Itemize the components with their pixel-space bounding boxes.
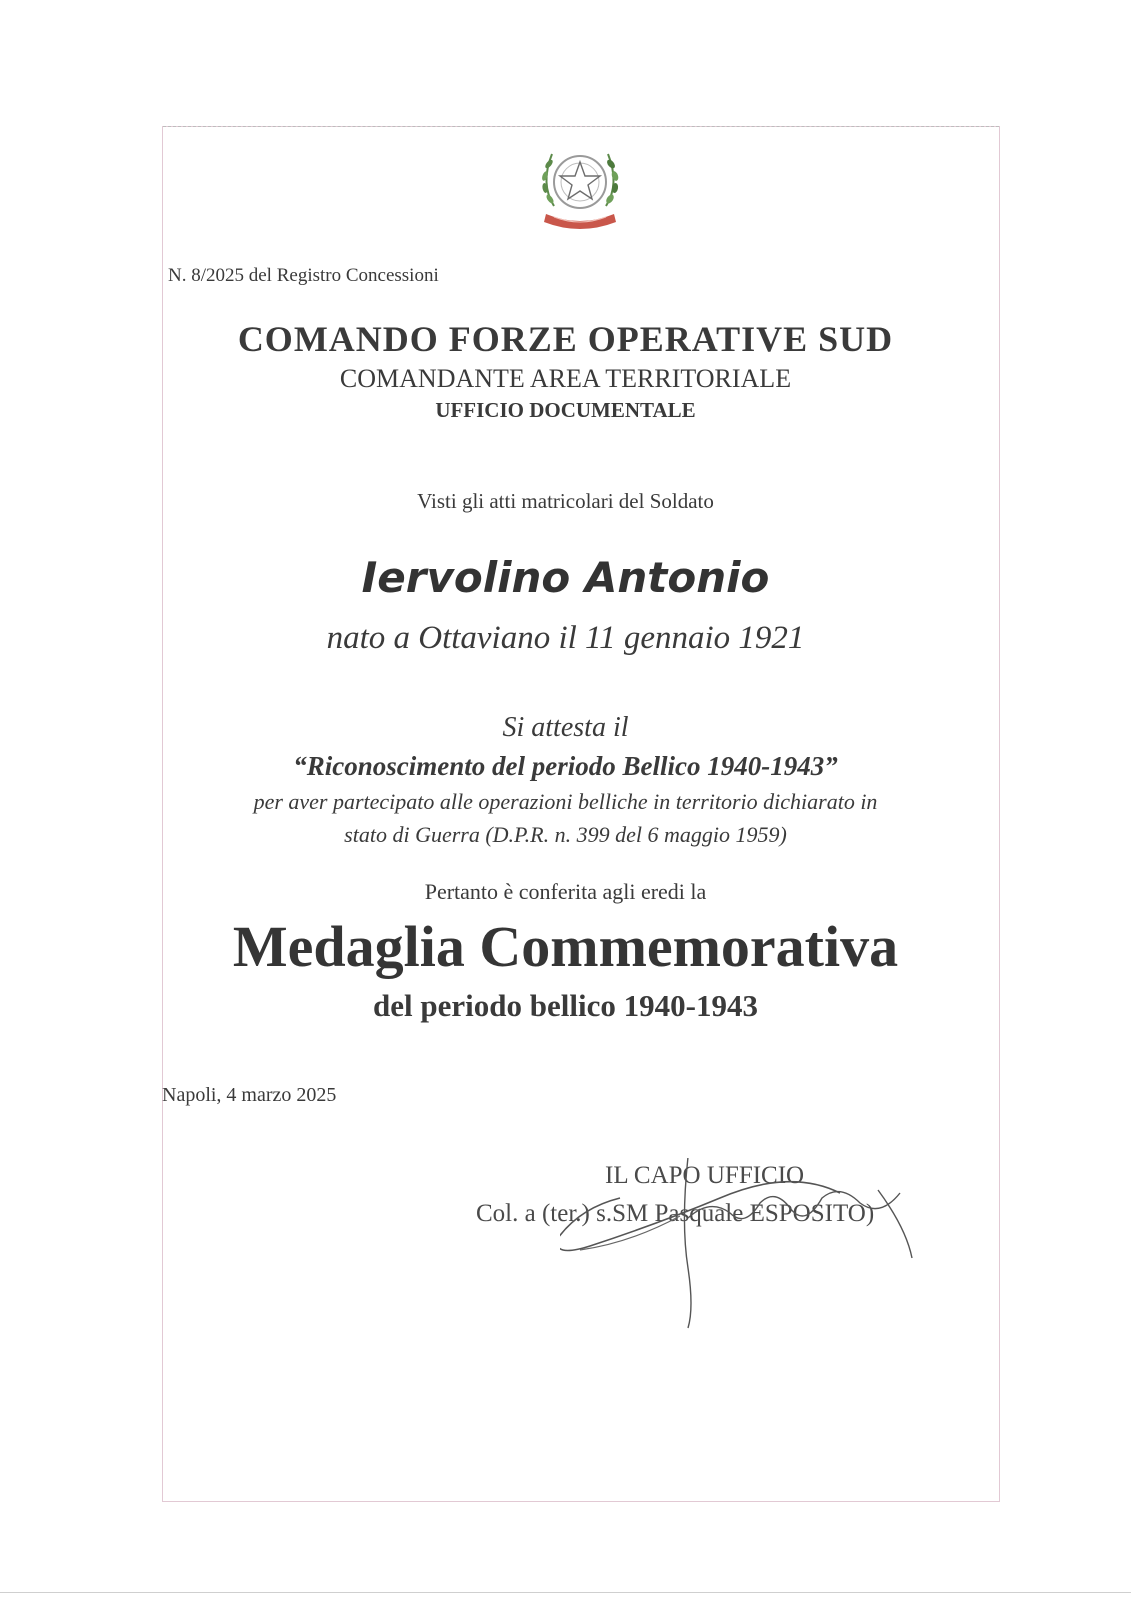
- award-title: Medaglia Commemorativa: [232, 914, 899, 979]
- command-title: COMANDO FORZE OPERATIVE SUD: [237, 319, 894, 359]
- italian-republic-emblem-icon: [532, 136, 628, 236]
- conferral-text: Pertanto è conferita agli eredi la: [424, 879, 707, 904]
- handwritten-signature-icon: [560, 1158, 960, 1348]
- registry-number: N. 8/2025 del Registro Concessioni: [168, 265, 439, 286]
- signatory-role: IL CAPO UFFICIO: [605, 1162, 805, 1189]
- area-subtitle: COMANDANTE AREA TERRITORIALE: [339, 364, 792, 393]
- intro-text: Visti gli atti matricolari del Soldato: [417, 489, 714, 513]
- attestation-reason-line1: per aver partecipato alle operazioni belliche in territorio dichiarato in: [253, 789, 878, 814]
- attestation-lead: Si attesta il: [502, 712, 629, 743]
- office-subtitle: UFFICIO DOCUMENTALE: [435, 398, 696, 422]
- place-date: Napoli, 4 marzo 2025: [162, 1084, 337, 1106]
- signatory-name: Col. a (ter.) s.SM Pasquale ESPOSITO): [476, 1200, 875, 1227]
- recipient-birth: nato a Ottaviano il 11 gennaio 1921: [326, 620, 805, 656]
- attestation-reason-line2: stato di Guerra (D.P.R. n. 399 del 6 maggio 1959): [344, 822, 787, 847]
- award-subtitle: del periodo bellico 1940-1943: [373, 988, 758, 1023]
- page-bottom-rule: [0, 1592, 1131, 1593]
- attestation-title: “Riconoscimento del periodo Bellico 1940-1943”: [293, 751, 838, 781]
- recipient-name: Iervolino Antonio: [361, 553, 770, 602]
